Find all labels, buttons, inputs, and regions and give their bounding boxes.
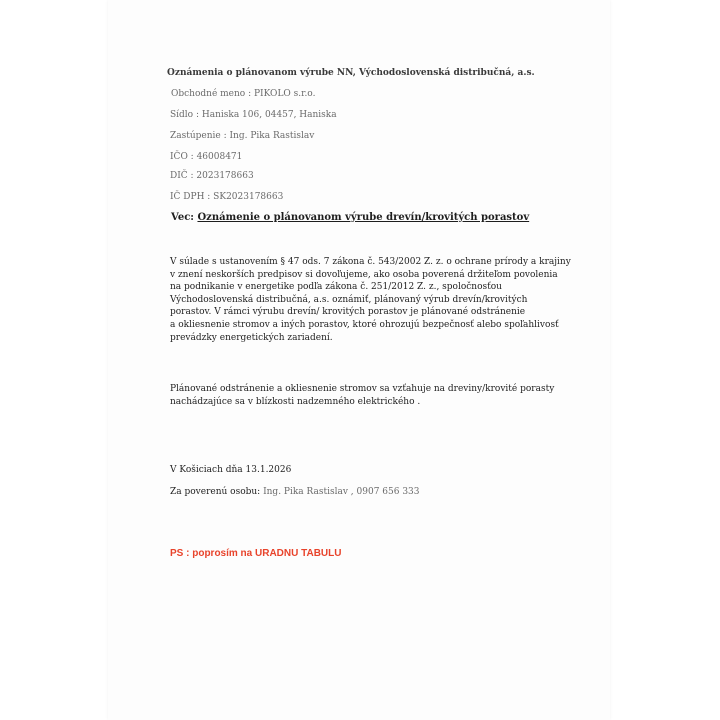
paragraph-line: Plánované odstránenie a okliesnenie stromov sa vzťahuje na dreviny/krovité porasty bbox=[170, 384, 555, 394]
paragraph-line: Východoslovenská distribučná, a.s. oznámiť, plánovaný výrub drevín/krovitých bbox=[170, 294, 528, 305]
paragraph-scope bbox=[170, 383, 554, 408]
paragraph-line: porastov. V rámci výrubu drevín/ krovitých porastov je plánované odstránenie bbox=[170, 307, 526, 318]
paragraph-line: V súlade s ustanovením § 47 ods. 7 zákona č. 543/2002 Z. z. o ochrane prírody a krajiny bbox=[170, 257, 571, 267]
company-representative-line: Zastúpenie : Ing. Pika Rastislav bbox=[170, 131, 315, 141]
paragraph-line: v znení neskorších predpisov si dovoľujeme, ako osoba poverená držiteľom povolenia bbox=[170, 269, 558, 280]
company-seat-line: Sídlo : Haniska 106, 04457, Haniska bbox=[170, 110, 337, 120]
paragraph-line: a okliesnenie stromov a iných porastov, ktoré ohrozujú bezpečnosť alebo spoľahlivosť bbox=[170, 319, 559, 330]
company-name-line: Obchodné meno : PIKOLO s.r.o. bbox=[171, 89, 316, 99]
signature-value: Ing. Pika Rastislav , 0907 656 333 bbox=[263, 487, 420, 497]
company-dic-line: DIČ : 2023178663 bbox=[170, 171, 254, 181]
document-sheet bbox=[108, 0, 610, 720]
paragraph-line: nachádzajúce sa v blízkosti nadzemného elektrického . bbox=[170, 396, 421, 407]
paragraph-legal-basis bbox=[170, 256, 571, 344]
company-icdph-line: IČ DPH : SK2023178663 bbox=[170, 192, 284, 202]
signature-line bbox=[170, 487, 420, 498]
document-heading: Oznámenia o plánovanom výrube NN, Východoslovenská distribučná, a.s. bbox=[167, 68, 535, 78]
subject-text: Oznámenie o plánovanom výrube drevín/krovitých porastov bbox=[197, 212, 530, 223]
subject-label: Vec: bbox=[171, 212, 194, 223]
place-date-line: V Košiciach dňa 13.1.2026 bbox=[170, 465, 292, 475]
signature-label: Za poverenú osobu: bbox=[170, 487, 261, 497]
subject-line bbox=[171, 212, 529, 223]
paragraph-line: na podnikanie v energetike podľa zákona č. 251/2012 Z. z., spoločnosťou bbox=[170, 282, 502, 293]
company-ico-line: IČO : 46008471 bbox=[170, 152, 243, 162]
ps-note: PS : poprosím na URADNU TABULU bbox=[170, 548, 342, 559]
paragraph-line: prevádzky energetických zariadení. bbox=[170, 332, 333, 343]
